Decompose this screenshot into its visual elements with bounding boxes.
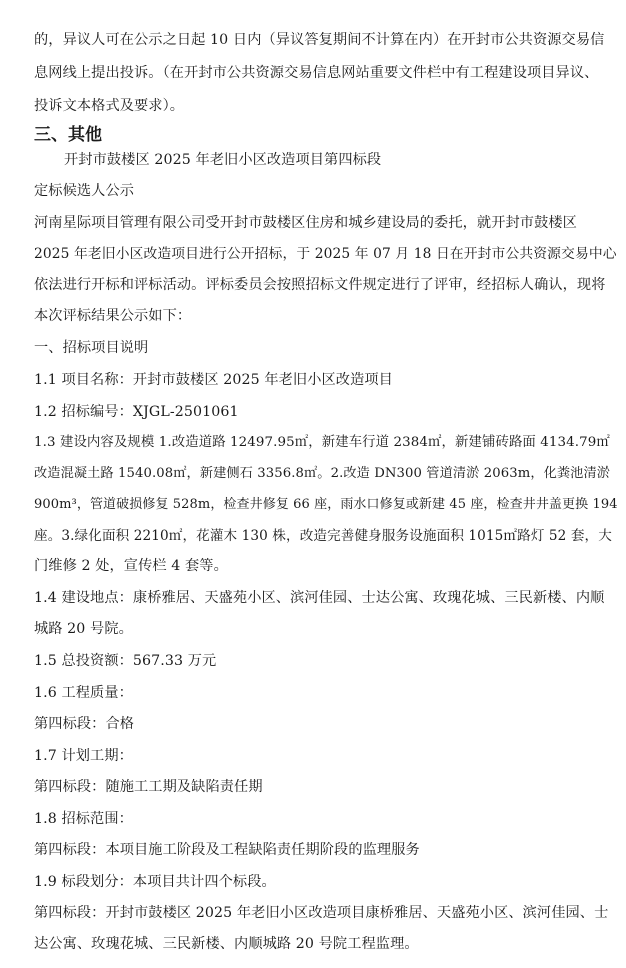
item-scope-label: 1.8 招标范围：: [34, 811, 133, 827]
item-construction-scope-line-2: 改造混凝土路 1540.08㎡，新建侧石 3356.8㎡。2.改造 DN300 管道清淤 2063m，化粪池清淤: [34, 466, 611, 481]
paragraph-line-objection-period: 的，异议人可在公示之日起 10 日内（异议答复期间不计算在内）在开封市公共资源交易信: [34, 32, 605, 48]
item-project-name: 1.1 项目名称：开封市鼓楼区 2025 年老旧小区改造项目: [34, 372, 393, 388]
notice-title: 定标候选人公示: [34, 183, 135, 199]
item-tender-number: 1.2 招标编号：XJGL-2501061: [34, 404, 239, 420]
item-construction-scope-line-4: 座。3.绿化面积 2210㎡，花灌木 130 株，改造完善健身服务设施面积 1015㎡路灯 52 套，大: [34, 528, 612, 544]
item-total-investment: 1.5 总投资额：567.33 万元: [34, 653, 217, 669]
paragraph-line-evaluation: 依法进行开标和评标活动。评标委员会按照招标文件规定进行了评审，经招标人确认，现将: [34, 277, 606, 293]
paragraph-line-agency: 河南星际项目管理有限公司受开封市鼓楼区住房和城乡建设局的委托，就开封市鼓楼区: [34, 215, 577, 231]
item-construction-scope-line-1: 1.3 建设内容及规模 1.改造道路 12497.95㎡，新建车行道 2384㎡，新建铺砖路面 4134.79㎡: [34, 435, 610, 450]
item-quality-value: 第四标段：合格: [34, 716, 135, 732]
item-scope-value: 第四标段：本项目施工阶段及工程缺陷责任期阶段的监理服务: [34, 842, 420, 858]
item-schedule-value: 第四标段：随施工工期及缺陷责任期: [34, 779, 263, 795]
item-lot-four-line-2: 达公寓、玫瑰花城、三民新楼、内顺城路 20 号院工程监理。: [34, 936, 419, 952]
item-lot-division: 1.9 标段划分：本项目共计四个标段。: [34, 874, 276, 890]
item-construction-scope-line-5: 门维修 2 处，宣传栏 4 套等。: [34, 558, 228, 574]
paragraph-line-result-intro: 本次评标结果公示如下：: [34, 308, 192, 324]
subsection-project-description: 一、招标项目说明: [34, 340, 149, 356]
section-heading-other: 三、其他: [34, 125, 102, 145]
project-lot-title: 开封市鼓楼区 2025 年老旧小区改造项目第四标段: [64, 152, 382, 168]
item-lot-four-line-1: 第四标段：开封市鼓楼区 2025 年老旧小区改造项目康桥雅居、天盛苑小区、滨河佳园、士: [34, 905, 609, 921]
paragraph-line-complaint-format: 投诉文本格式及要求）。: [34, 98, 185, 114]
item-construction-site-line-2: 城路 20 号院。: [34, 621, 133, 637]
item-schedule-label: 1.7 计划工期：: [34, 748, 133, 764]
item-construction-scope-line-3: 900m³，管道破损修复 528m，检查井修复 66 座，雨水口修复或新建 45 座，检查井井盖更换 194: [34, 497, 618, 512]
item-construction-site-line-1: 1.4 建设地点：康桥雅居、天盛苑小区、滨河佳园、士达公寓、玫瑰花城、三民新楼、内顺: [34, 590, 605, 606]
item-quality-label: 1.6 工程质量：: [34, 685, 133, 701]
paragraph-line-online-complaint: 息网线上提出投诉。（在开封市公共资源交易信息网站重要文件栏中有工程建设项目异议、: [34, 65, 599, 81]
paragraph-line-bid-date: 2025 年老旧小区改造项目进行公开招标，于 2025 年 07 月 18 日在开封市公共资源交易中心: [34, 246, 617, 262]
